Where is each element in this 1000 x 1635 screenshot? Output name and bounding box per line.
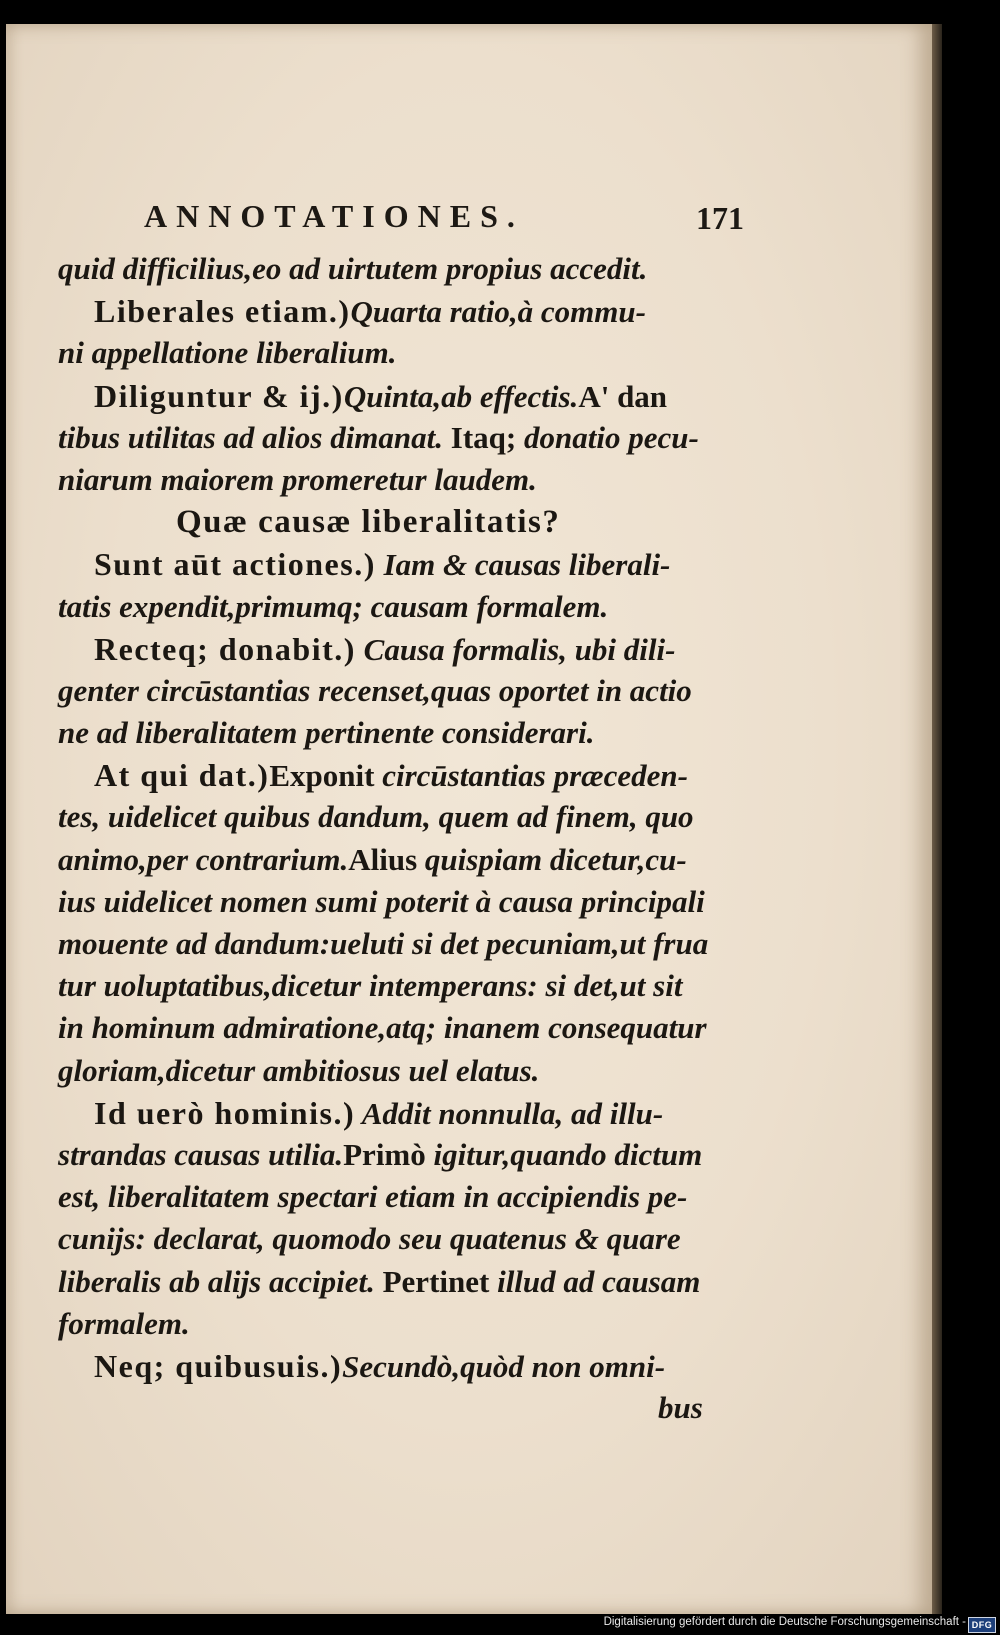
gloss-text: quispiam dicetur,cu- xyxy=(424,841,687,877)
gloss-text: quid difficilius,eo ad uirtutem propius accedit. xyxy=(58,251,648,286)
lemma-text: Diliguntur & ij.) xyxy=(94,377,344,414)
book-page xyxy=(6,24,938,1614)
text-line xyxy=(58,586,738,628)
gloss-text: ni appellatione liberalium. xyxy=(58,335,397,371)
gloss-text: Pertinet xyxy=(382,1263,498,1299)
catchword xyxy=(58,1387,738,1429)
gloss-text: gloriam,dicetur ambitiosus uel elatus. xyxy=(58,1052,540,1088)
gloss-text: Quinta,ab effectis. xyxy=(343,378,579,414)
text-line xyxy=(58,754,738,796)
lemma-text: At qui dat.) xyxy=(94,757,270,794)
gloss-text: circūstantias præceden- xyxy=(382,758,688,794)
lemma-text: Liberales etiam.) xyxy=(94,293,351,330)
gloss-text: Quarta ratio,à commu- xyxy=(350,294,646,330)
gloss-text: A' dan xyxy=(578,378,668,414)
gloss-text: formalem. xyxy=(58,1305,190,1341)
gloss-text: tatis expendit,primumq; causam formalem. xyxy=(58,588,609,624)
text-line xyxy=(58,1050,738,1092)
text-line xyxy=(58,670,738,712)
gloss-text: niarum maiorem promeretur laudem. xyxy=(58,461,537,497)
gloss-text: Addit nonnulla, ad illu- xyxy=(355,1095,664,1131)
gloss-text: mouente ad dandum:ueluti si det pecuniam,ut frua xyxy=(58,926,709,961)
gloss-text: Causa formalis, ubi dili- xyxy=(355,631,676,667)
gloss-text: ne ad liberalitatem pertinente considerari. xyxy=(58,715,595,751)
gloss-text: animo,per contrarium. xyxy=(58,841,349,877)
gloss-text: Secundò,quòd non omni- xyxy=(342,1348,666,1384)
footer-bar xyxy=(0,1614,1000,1635)
text-line xyxy=(58,1345,738,1387)
text-line xyxy=(58,923,738,965)
gloss-text: strandas causas utilia. xyxy=(58,1136,344,1172)
text-line xyxy=(58,332,738,374)
text-line xyxy=(58,417,738,459)
page-header xyxy=(58,196,744,248)
gloss-text: igitur,quando dictum xyxy=(433,1136,703,1172)
gloss-text: liberalis ab alijs accipiet. xyxy=(58,1263,383,1299)
lemma-text: Recteq; donabit.) xyxy=(94,630,356,667)
gloss-text: Exponit xyxy=(269,758,383,794)
lemma-text: Neq; quibusuis.) xyxy=(94,1347,343,1384)
dfg-logo-icon: DFG xyxy=(968,1617,996,1633)
gloss-text: est, liberalitatem spectari etiam in accipiendis pe- xyxy=(58,1179,688,1215)
gloss-text: ius uidelicet nomen sumi poterit à causa principali xyxy=(58,883,705,919)
gloss-text: cunijs: declarat, quomodo seu quatenus & quare xyxy=(58,1221,681,1257)
gloss-text: donatio pecu- xyxy=(523,419,699,455)
text-line xyxy=(58,375,738,417)
gloss-text: tes, uidelicet quibus dandum, quem ad finem, quo xyxy=(58,799,694,835)
text-line xyxy=(58,1092,738,1134)
page-edge-shadow xyxy=(932,24,942,1614)
gloss-text: tibus utilitas ad alios dimanat. xyxy=(58,419,451,455)
gloss-text: Primò xyxy=(343,1136,434,1172)
text-line xyxy=(58,1218,738,1260)
text-line xyxy=(58,248,738,290)
gloss-text: bus xyxy=(658,1390,703,1426)
text-line xyxy=(58,459,738,501)
lemma-text: Sunt aūt actiones.) xyxy=(94,546,376,583)
text-line xyxy=(58,1134,738,1176)
text-line xyxy=(58,712,738,754)
text-line xyxy=(58,628,738,670)
section-heading xyxy=(58,501,738,543)
lemma-text: Id uerò hominis.) xyxy=(94,1094,356,1131)
heading-text: Quæ causæ liberalitatis? xyxy=(176,504,561,541)
text-line xyxy=(58,1261,738,1303)
gloss-text: genter circūstantias recenset,quas oportet in actio xyxy=(58,672,692,708)
text-line xyxy=(58,796,738,838)
gloss-text: illud ad causam xyxy=(497,1263,701,1299)
text-line xyxy=(58,1303,738,1345)
text-line xyxy=(58,881,738,923)
page-number: 171 xyxy=(696,200,744,236)
gloss-text: tur uoluptatibus,dicetur intemperans: si det,ut sit xyxy=(58,968,683,1004)
running-head: ANNOTATIONES. xyxy=(144,198,524,234)
text-line xyxy=(58,1176,738,1218)
gloss-text: Itaq; xyxy=(450,419,524,455)
text-line xyxy=(58,1007,738,1049)
footer-credit: Digitalisierung gefördert durch die Deutsche Forschungsgemeinschaft - xyxy=(603,1616,966,1628)
text-lines xyxy=(58,248,738,1429)
text-line xyxy=(58,290,738,332)
gloss-text: Alius xyxy=(348,841,425,877)
text-line xyxy=(58,839,738,881)
text-line xyxy=(58,543,738,585)
text-line xyxy=(58,965,738,1007)
gloss-text: in hominum admiratione,atq; inanem consequatur xyxy=(58,1010,707,1046)
page-text-block xyxy=(58,196,744,1429)
gloss-text: Iam & causas liberali- xyxy=(375,547,671,583)
